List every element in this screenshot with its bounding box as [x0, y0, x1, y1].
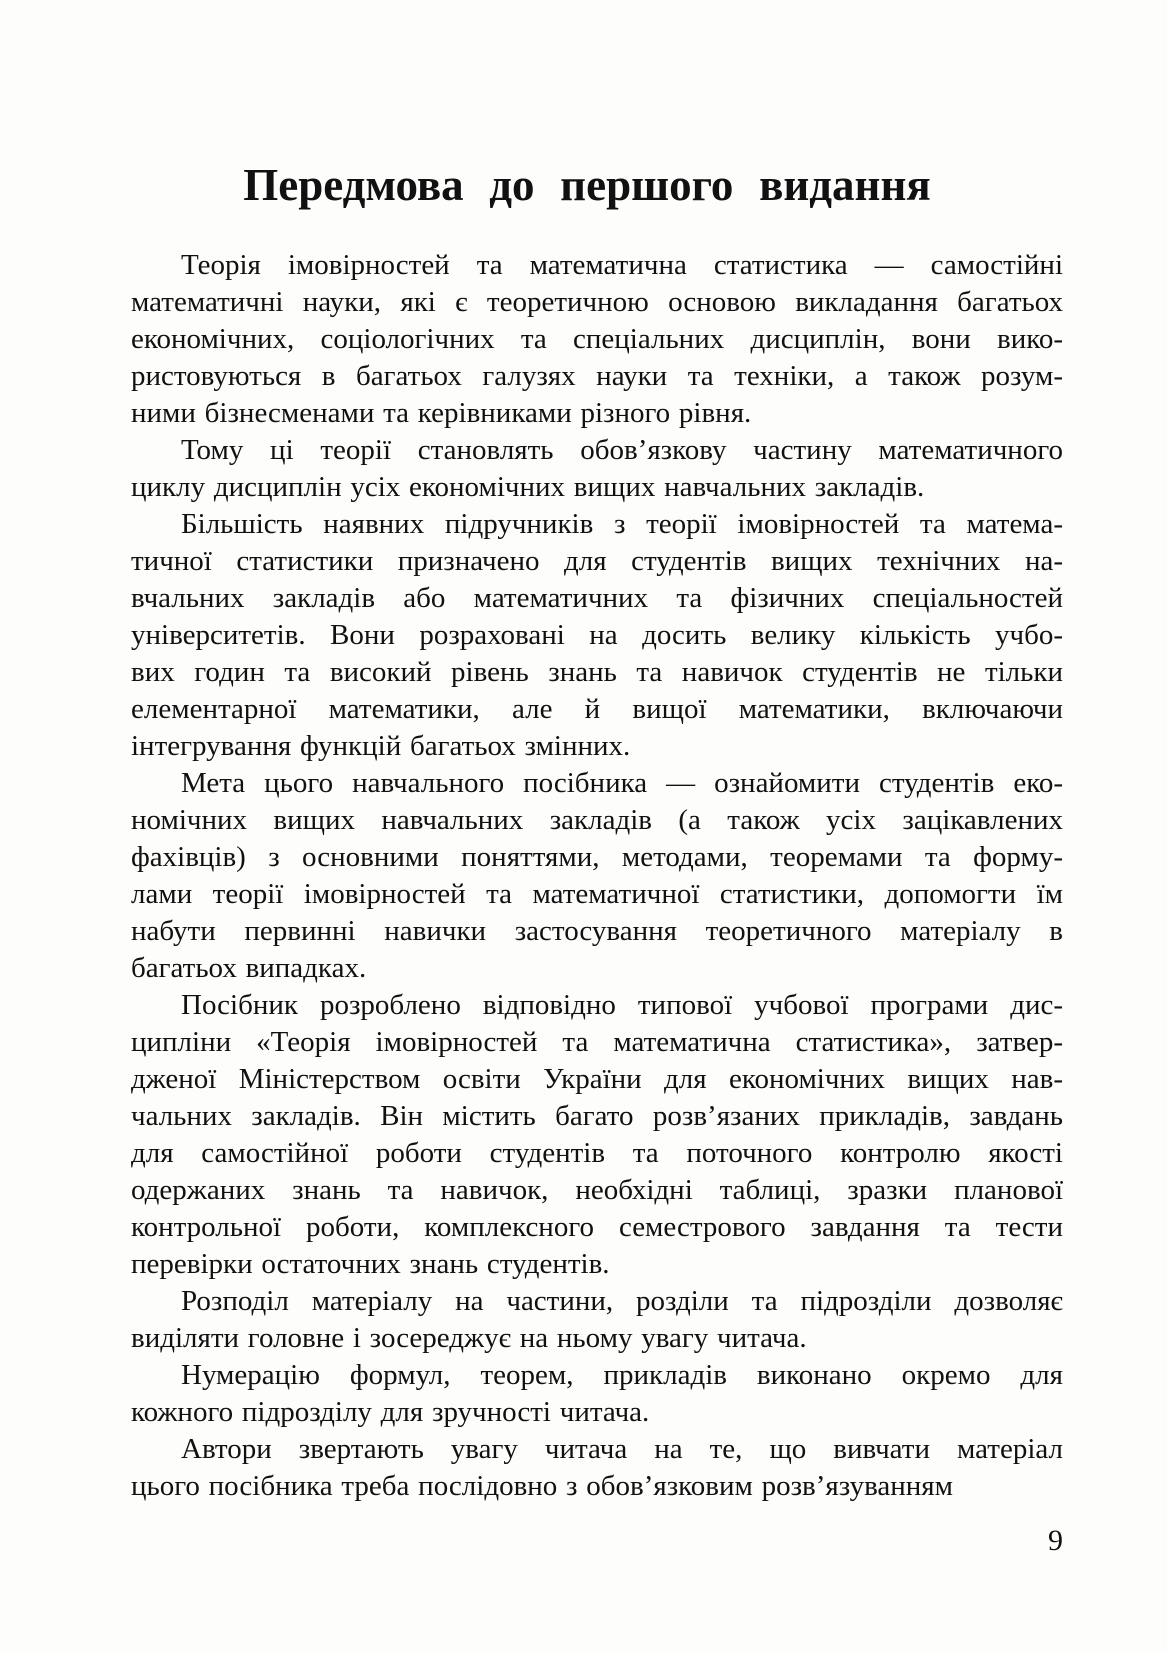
text-line: цього посібника треба послідовно з обов’язковим розв’язуванням: [131, 1470, 953, 1502]
text-line: виділяти головне і зосереджує на ньому увагу читача.: [131, 1322, 807, 1354]
text-line: набути первинні навички застосування теоретичного матеріалу в: [131, 915, 1063, 947]
text-line: Розподіл матеріалу на частини, розділи та підрозділи дозволяє: [181, 1285, 1063, 1317]
text-line: циклу дисциплін усіх економічних вищих навчальних закладів.: [131, 471, 925, 503]
text-line: для самостійної роботи студентів та поточного контролю якості: [131, 1137, 1063, 1169]
paragraph: [131, 1431, 1063, 1505]
text-line: тичної статистики призначено для студентів вищих технічних на-: [131, 545, 1063, 577]
text-line: університетів. Вони розраховані на досить велику кількість учбо-: [131, 619, 1063, 651]
text-line: багатьох випадках.: [131, 952, 367, 984]
text-line: номічних вищих навчальних закладів (а також усіх зацікавлених: [131, 804, 1063, 836]
text-line: математичні науки, які є теоретичною основою викладання багатьох: [131, 286, 1063, 318]
text-line: перевірки остаточних знань студентів.: [131, 1248, 610, 1280]
text-line: ристовуються в багатьох галузях науки та техніки, а також розум-: [131, 360, 1063, 392]
text-line: Мета цього навчального посібника — ознайомити студентів еко-: [181, 767, 1063, 799]
text-line: інтегрування функцій багатьох змінних.: [131, 730, 631, 762]
text-line: Нумерацію формул, теорем, прикладів виконано окремо для: [181, 1359, 1063, 1391]
text-line: Посібник розроблено відповідно типової учбової програми дис-: [181, 989, 1063, 1021]
text-line: одержаних знань та навичок, необхідні таблиці, зразки планової: [131, 1174, 1063, 1206]
text-line: кожного підрозділу для зручності читача.: [131, 1396, 650, 1428]
text-body: [131, 247, 1063, 1505]
paragraph: [131, 432, 1063, 506]
text-line: Автори звертають увагу читача на те, що вивчати матеріал: [181, 1433, 1063, 1465]
text-line: контрольної роботи, комплексного семестрового завдання та тести: [131, 1211, 1063, 1243]
text-line: фахівців) з основними поняттями, методами, теоремами та форму-: [131, 841, 1063, 873]
paragraph: [131, 765, 1063, 987]
text-line: чальних закладів. Він містить багато розв’язаних прикладів, завдань: [131, 1100, 1063, 1132]
text-line: Теорія імовірностей та математична статистика — самостійні: [181, 249, 1063, 281]
text-line: дженої Міністерством освіти України для економічних вищих нав-: [131, 1063, 1063, 1095]
text-line: ними бізнесменами та керівниками різного рівня.: [131, 397, 752, 429]
text-line: вчальних закладів або математичних та фізичних спеціальностей: [131, 582, 1063, 614]
text-line: Більшість наявних підручників з теорії імовірностей та матема-: [181, 508, 1063, 540]
paragraph: [131, 247, 1063, 432]
text-line: Тому ці теорії становлять обов’язкову частину математичного: [181, 434, 1063, 466]
page-title: Передмова до першого видання: [243, 160, 931, 210]
text-line: економічних, соціологічних та спеціальних дисциплін, вони вико-: [131, 323, 1063, 355]
paragraph: [131, 506, 1063, 765]
paragraph: [131, 1357, 1063, 1431]
text-line: ципліни «Теорія імовірностей та математична статистика», затвер-: [131, 1026, 1063, 1058]
text-line: вих годин та високий рівень знань та навичок студентів не тільки: [131, 656, 1063, 688]
paragraph: [131, 987, 1063, 1283]
text-line: лами теорії імовірностей та математичної статистики, допомогти їм: [131, 878, 1063, 910]
paragraph: [131, 1283, 1063, 1357]
text-line: елементарної математики, але й вищої математики, включаючи: [131, 693, 1063, 725]
page-number: 9: [1048, 1524, 1063, 1557]
